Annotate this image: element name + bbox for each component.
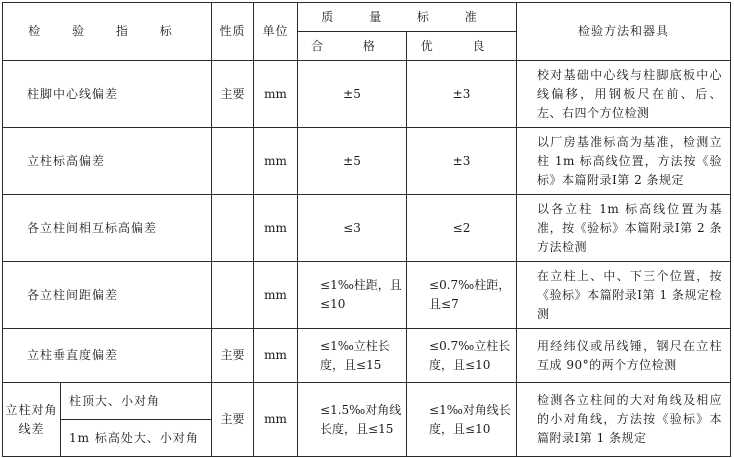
row-unit: mm	[254, 128, 298, 195]
table-row	[3, 383, 731, 420]
row-method: 以厂房基准标高为基准，检测立柱 1m 标高线位置，方法按《验标》本篇附录Ⅰ第 2 条规定	[517, 128, 731, 195]
row-pass: ≤3	[298, 195, 407, 262]
row-pass: ≤1‰柱距，且≤10	[298, 262, 407, 329]
table-row	[3, 195, 731, 262]
row-excellent: ±3	[407, 128, 517, 195]
row-item: 各立柱间相互标高偏差	[3, 195, 212, 262]
header-excellent: 优 良	[407, 32, 517, 61]
row-excellent: ≤0.7‰立柱长度，且≤10	[407, 329, 517, 383]
header-method: 检验方法和器具	[517, 3, 731, 61]
row-nature: 主要	[212, 61, 254, 128]
table-row	[3, 262, 731, 329]
row-pass: ±5	[298, 128, 407, 195]
inspection-standards-table	[2, 2, 731, 457]
diag-sub-1m: 1m 标高处大、小对角	[61, 420, 212, 457]
row-unit: mm	[254, 262, 298, 329]
row-method: 在立柱上、中、下三个位置，按《验标》本篇附录Ⅰ第 1 条规定检测	[517, 262, 731, 329]
row-pass: ≤1.5‰对角线长度，且≤15	[298, 383, 407, 457]
row-excellent: ≤2	[407, 195, 517, 262]
row-nature	[212, 262, 254, 329]
row-item: 立柱标高偏差	[3, 128, 212, 195]
table-row	[3, 128, 731, 195]
header-pass: 合 格	[298, 32, 407, 61]
table-row	[3, 329, 731, 383]
row-method: 校对基础中心线与柱脚底板中心线偏移，用钢板尺在前、后、左、右四个方位检测	[517, 61, 731, 128]
row-excellent: ≤1‰对角线长度，且≤10	[407, 383, 517, 457]
header-inspection-item: 检 验 指 标	[3, 3, 212, 61]
header-unit: 单位	[254, 3, 298, 61]
row-item: 立柱垂直度偏差	[3, 329, 212, 383]
row-item: 柱脚中心线偏差	[3, 61, 212, 128]
table-row	[3, 61, 731, 128]
row-unit: mm	[254, 61, 298, 128]
row-nature: 主要	[212, 329, 254, 383]
row-nature	[212, 128, 254, 195]
row-pass: ≤1‰立柱长度，且≤15	[298, 329, 407, 383]
row-unit: mm	[254, 329, 298, 383]
inspection-table-container	[2, 2, 731, 457]
row-unit: mm	[254, 383, 298, 457]
row-excellent: ±3	[407, 61, 517, 128]
header-quality-standard: 质 量 标 准	[298, 3, 517, 32]
row-nature	[212, 195, 254, 262]
header-nature: 性质	[212, 3, 254, 61]
row-method: 检测各立柱间的大对角线及相应的小对角线，方法按《验标》本篇附录Ⅰ第 1 条规定	[517, 383, 731, 457]
row-excellent: ≤0.7‰柱距，且≤7	[407, 262, 517, 329]
diag-sub-top: 柱顶大、小对角	[61, 383, 212, 420]
row-unit: mm	[254, 195, 298, 262]
row-method: 用经纬仪或吊线锤，钢尺在立柱互成 90°的两个方位检测	[517, 329, 731, 383]
row-item: 各立柱间距偏差	[3, 262, 212, 329]
row-method: 以各立柱 1m 标高线位置为基准，按《验标》本篇附录Ⅰ第 2 条方法检测	[517, 195, 731, 262]
row-pass: ±5	[298, 61, 407, 128]
row-nature: 主要	[212, 383, 254, 457]
diag-group-label: 立柱对角线差	[3, 383, 61, 457]
